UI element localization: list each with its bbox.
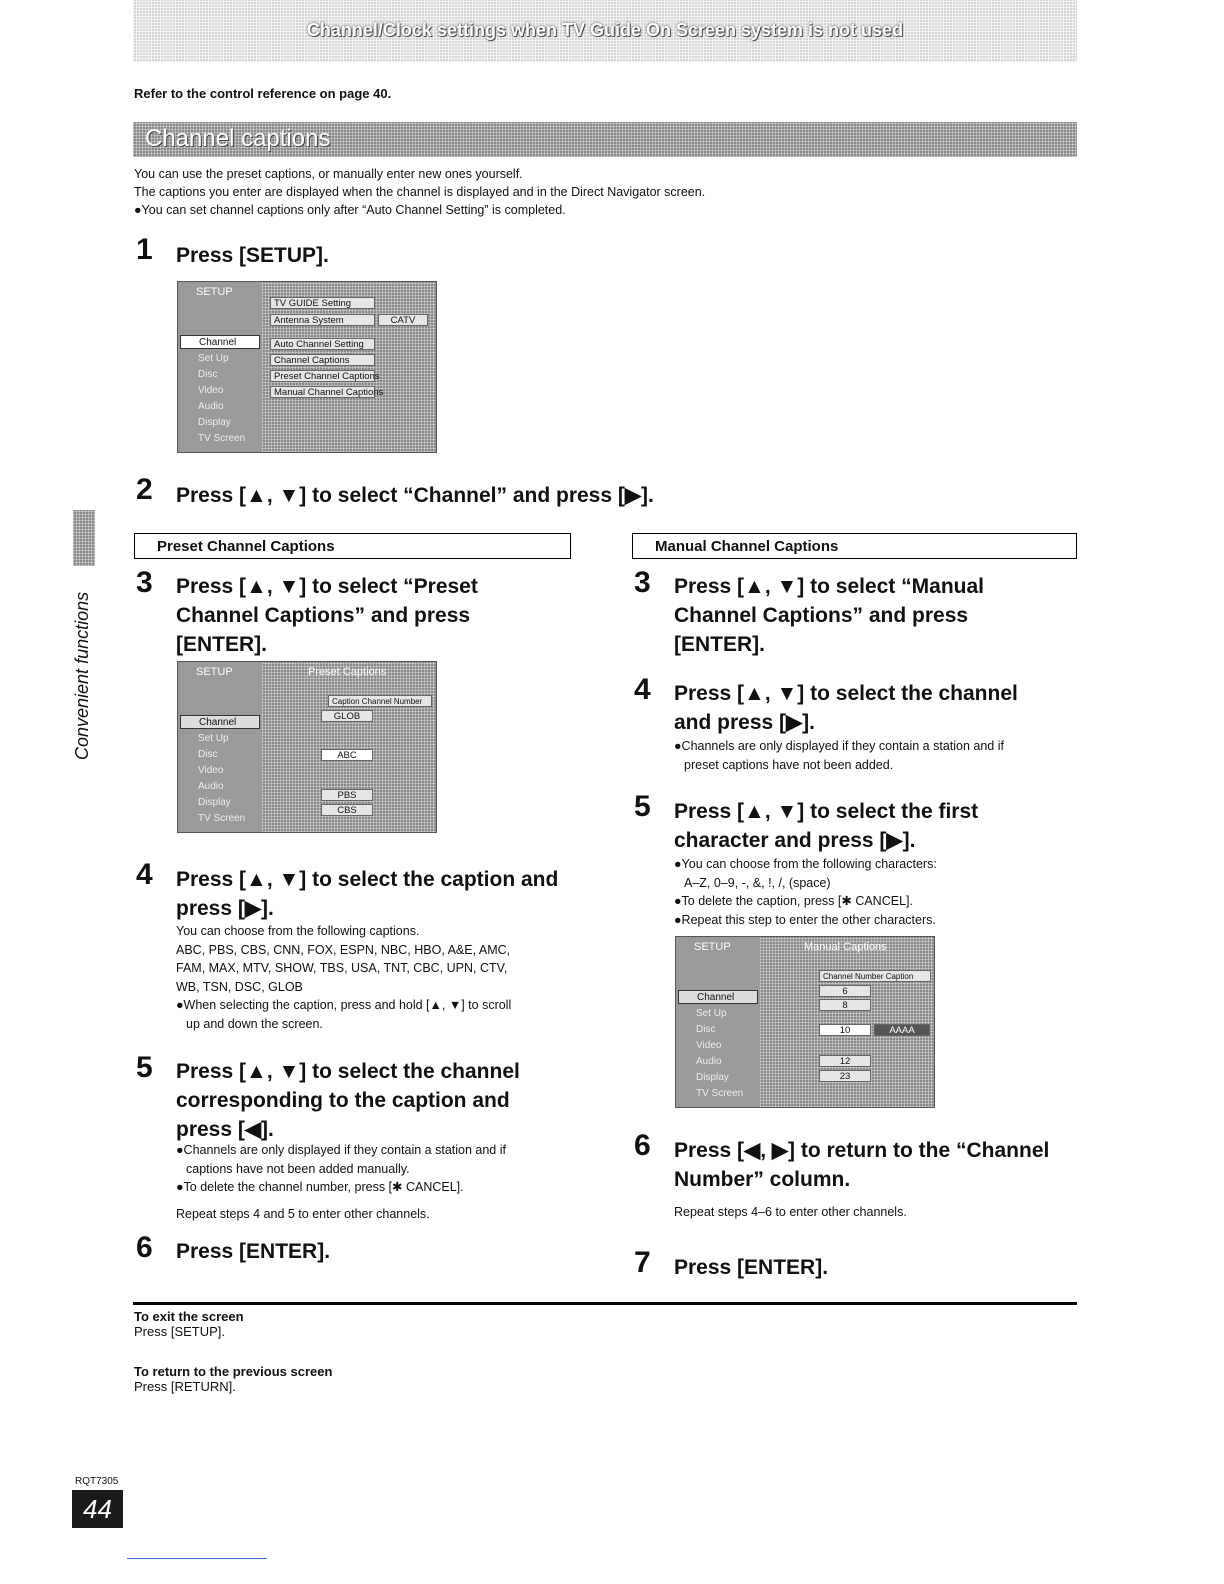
menu-item: TV Screen (198, 813, 246, 824)
menu-item: Audio (198, 781, 224, 792)
step-notes: ●You can choose from the following characters: A–Z, 0–9, -, &, !, /, (space) ●To delete the caption, press [✱ CANCEL]. ●Repeat this step to enter the other characters. (674, 857, 937, 927)
step-title: Press [ENTER]. (176, 1240, 331, 1263)
step-number: 6 (136, 1231, 153, 1264)
screen-title: SETUP (196, 286, 233, 298)
step-title: Press [▲, ▼] to select the first character and press [▶]. (674, 800, 979, 852)
caption-row: CBS (321, 804, 373, 816)
menu-item: Video (696, 1040, 722, 1051)
divider (133, 1302, 1077, 1305)
return-instructions: To return to the previous screen Press [RETURN]. (134, 1364, 333, 1394)
chapter-banner (133, 0, 1077, 62)
preset-captions-heading: Preset Channel Captions (134, 533, 571, 559)
step-number: 3 (634, 566, 651, 599)
step-number: 1 (136, 233, 153, 266)
intro-line: The captions you enter are displayed when the channel is displayed and in the Direct Navigator screen. (134, 185, 706, 199)
menu-item-channel: Channel (678, 990, 758, 1004)
step-notes: ●Channels are only displayed if they contain a station and if preset captions have not been added. (674, 739, 1004, 772)
menu-item: Display (198, 797, 231, 808)
step-title: Press [▲, ▼] to select “Channel” and press [▶]. (176, 484, 654, 507)
menu-item: Video (198, 385, 224, 396)
step-title: Press [▲, ▼] to select the channel and press [▶]. (674, 682, 1018, 734)
setup-menu-list (178, 662, 262, 832)
menu-item: Audio (198, 401, 224, 412)
caption-entry: AAAA (874, 1024, 930, 1036)
menu-option: Preset Channel Captions (270, 370, 375, 382)
setup-menu-screenshot (177, 281, 437, 453)
step-number: 5 (634, 790, 651, 823)
step-title: Press [SETUP]. (176, 244, 329, 267)
footer-line (127, 1558, 267, 1559)
column-header: Channel Number Caption (819, 970, 931, 982)
menu-item: Disc (198, 369, 218, 380)
caption-row-selected: ABC (321, 749, 373, 761)
channel-row: 6 (819, 985, 871, 997)
step-number: 2 (136, 473, 153, 506)
menu-option: Channel Captions (270, 354, 375, 366)
step-title: Press [▲, ▼] to select the caption and press [▶]. (176, 868, 559, 920)
screen-title: SETUP (694, 941, 731, 953)
menu-option: TV GUIDE Setting (270, 297, 375, 309)
menu-option: Auto Channel Setting (270, 338, 375, 350)
menu-item: Display (696, 1072, 729, 1083)
step-title: Press [▲, ▼] to select the channel corresponding to the caption and press [◀]. (176, 1060, 520, 1141)
step-number: 6 (634, 1129, 651, 1162)
channel-row: 12 (819, 1055, 871, 1067)
step-number: 4 (136, 858, 153, 891)
control-reference-note: Refer to the control reference on page 40. (134, 86, 392, 101)
section-title: Channel captions (145, 125, 331, 152)
channel-row: 23 (819, 1070, 871, 1082)
antenna-value: CATV (378, 314, 428, 326)
chapter-title: Channel/Clock settings when TV Guide On Screen system is not used (306, 20, 904, 40)
intro-line: You can use the preset captions, or manually enter new ones yourself. (134, 167, 523, 181)
menu-item: Disc (198, 749, 218, 760)
step-number: 7 (634, 1246, 651, 1279)
menu-item: TV Screen (198, 433, 246, 444)
step-notes: Repeat steps 4–6 to enter other channels. (674, 1205, 907, 1219)
exit-instructions: To exit the screen Press [SETUP]. (134, 1309, 244, 1339)
column-header: Caption Channel Number (328, 695, 432, 707)
channel-row-selected: 10 (819, 1024, 871, 1036)
step-number: 3 (136, 566, 153, 599)
setup-menu-list (676, 937, 760, 1107)
menu-item: Set Up (696, 1008, 727, 1019)
step-notes: You can choose from the following captions. ABC, PBS, CBS, CNN, FOX, ESPN, NBC, HBO, A&E, AMC, FAM, MAX, MTV, SHOW, TBS, USA, TNT, CBC, UPN, CTV, WB, TSN, DSC, GLOB ●When selecting the caption, press and hold [▲, ▼] to scroll up and down the screen. (176, 924, 512, 1031)
menu-item: Display (198, 417, 231, 428)
model-code: RQT7305 (75, 1476, 119, 1487)
menu-item: Disc (696, 1024, 716, 1035)
step-number: 4 (634, 673, 651, 706)
intro-line: ●You can set channel captions only after “Auto Channel Setting” is completed. (134, 203, 566, 217)
section-bar (133, 122, 1077, 157)
step-title: Press [ENTER]. (674, 1256, 829, 1279)
side-label: Convenient functions (72, 591, 92, 760)
step-title: Press [▲, ▼] to select “Manual Channel Captions” and press [ENTER]. (674, 575, 984, 656)
setup-menu-list (178, 282, 262, 452)
menu-item: Video (198, 765, 224, 776)
menu-item: TV Screen (696, 1088, 744, 1099)
step-number: 5 (136, 1051, 153, 1084)
panel-title: Preset Captions (308, 666, 387, 678)
menu-option: Manual Channel Captions (270, 386, 375, 398)
preset-captions-screenshot (177, 661, 437, 833)
page-number: 44 (72, 1490, 123, 1528)
screen-title: SETUP (196, 666, 233, 678)
step-title: Press [◀, ▶] to return to the “Channel Number” column. (674, 1139, 1050, 1191)
menu-item-channel: Channel (180, 335, 260, 349)
manual-captions-heading: Manual Channel Captions (632, 533, 1077, 559)
manual-captions-screenshot (675, 936, 935, 1108)
menu-item: Audio (696, 1056, 722, 1067)
side-tab-marker (73, 510, 95, 566)
menu-item-channel: Channel (180, 715, 260, 729)
caption-row: PBS (321, 789, 373, 801)
panel-title: Manual Captions (804, 941, 887, 953)
menu-item: Set Up (198, 353, 229, 364)
step-title: Press [▲, ▼] to select “Preset Channel Captions” and press [ENTER]. (176, 575, 478, 656)
menu-item: Set Up (198, 733, 229, 744)
caption-row: GLOB (321, 710, 373, 722)
channel-row: 8 (819, 999, 871, 1011)
step-notes: ●Channels are only displayed if they contain a station and if captions have not been added manually. ●To delete the channel number, press [✱ CANCEL]. Repeat steps 4 and 5 to enter other channels. (176, 1143, 506, 1221)
menu-option: Antenna System (270, 314, 375, 326)
intro-text (134, 165, 705, 219)
